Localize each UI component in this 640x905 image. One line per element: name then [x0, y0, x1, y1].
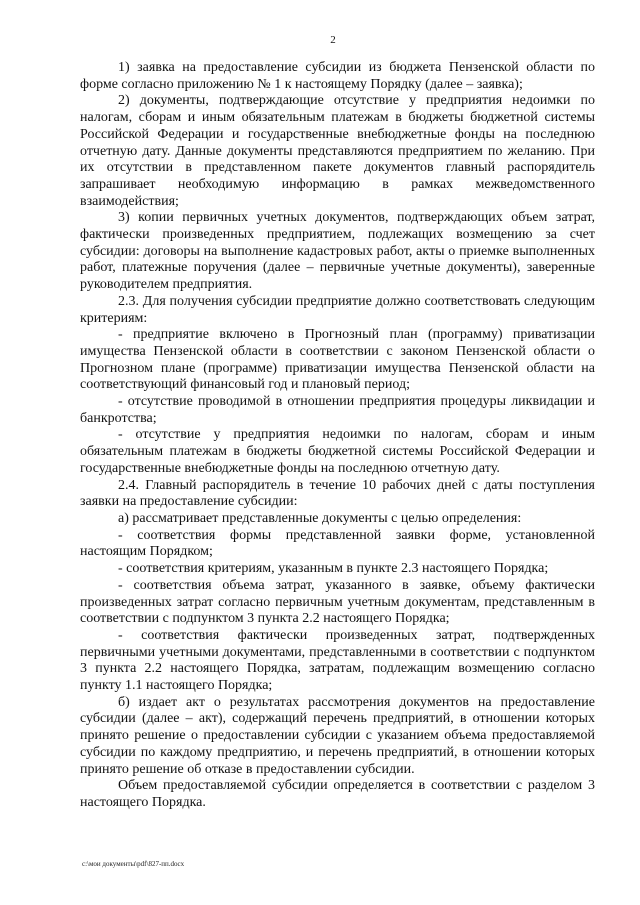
paragraph: - отсутствие проводимой в отношении предприятия процедуры ликвидации и банкротства;	[80, 394, 595, 426]
paragraph: 1) заявка на предоставление субсидии из бюджета Пензенской области по форме согласно приложению № 1 к настоящему Порядку (далее – заявка);	[80, 60, 595, 92]
paragraph: 2.4. Главный распорядитель в течение 10 рабочих дней с даты поступления заявки на предоставление субсидии:	[80, 477, 595, 510]
paragraph: - отсутствие у предприятия недоимки по налогам, сборам и иным обязательным платежам в бюджеты бюджетной системы Российской Федерации и государственные внебюджетные фонды на последнюю отчетную дату.	[80, 427, 595, 476]
paragraph: - соответствия объема затрат, указанного в заявке, объему фактически произведенных затрат согласно первичным учетным документам, представленным в соответствии с подпунктом 3 пункта 2.2 настоящего Порядка;	[80, 577, 595, 627]
document-body	[80, 60, 595, 812]
paragraph: - соответствия критериям, указанным в пункте 2.3 настоящего Порядка;	[118, 561, 549, 577]
page-number: 2	[330, 34, 336, 46]
paragraph: Объем предоставляемой субсидии определяется в соответствии с разделом 3 настоящего Порядка.	[80, 778, 595, 810]
paragraph: - соответствия фактически произведенных затрат, подтвержденных первичными учетными документами, представленными в соответствии с подпунктом 3 пункта 2.2 настоящего Порядка, затратам, подлежащим возмещению согласно пункту 1.1 настоящего Порядка;	[80, 627, 595, 694]
footer-file-path: c:\мои документы\pdf\827-пп.docx	[82, 860, 185, 868]
paragraph: а) рассматривает представленные документы с целью определения:	[118, 510, 522, 526]
paragraph: 2.3. Для получения субсидии предприятие должно соответствовать следующим критериям:	[80, 293, 595, 326]
paragraph: 2) документы, подтверждающие отсутствие у предприятия недоимки по налогам, сборам и иным обязательным платежам в бюджеты бюджетной системы Российской Федерации и государственные внебюджетные фонды на последнюю отчетную дату. Данные документы представляются предприятием по желанию. При их отсутствии в представленном пакете документов главный распорядитель запрашивает необходимую информацию в рамках межведомственного взаимодействия;	[80, 93, 595, 209]
paragraph: - предприятие включено в Прогнозный план (программу) приватизации имущества Пензенской области в соответствии с законом Пензенской области о Прогнозном плане (программе) приватизации имущества Пензенской области на соответствующий финансовый год и плановый период;	[80, 327, 595, 393]
paragraph: 3) копии первичных учетных документов, подтверждающих объем затрат, фактически произведенных предприятием, подлежащих возмещению за счет субсидии: договоры на выполнение кадастровых работ, акты о приемке выполненных работ, платежные поручения (далее – первичные учетные документы), заверенные руководителем предприятия.	[80, 210, 595, 293]
paragraph: - соответствия формы представленной заявки форме, установленной настоящим Порядком;	[80, 527, 595, 560]
paragraph: б) издает акт о результатах рассмотрения документов на предоставление субсидии (далее – акт), содержащий перечень предприятий, в отношении которых принято решение о предоставлении субсидии с указанием объема предоставляемой субсидии по каждому предприятию, и перечень предприятий, в отношении которых принято решение об отказе в предоставлении субсидии.	[80, 694, 595, 777]
